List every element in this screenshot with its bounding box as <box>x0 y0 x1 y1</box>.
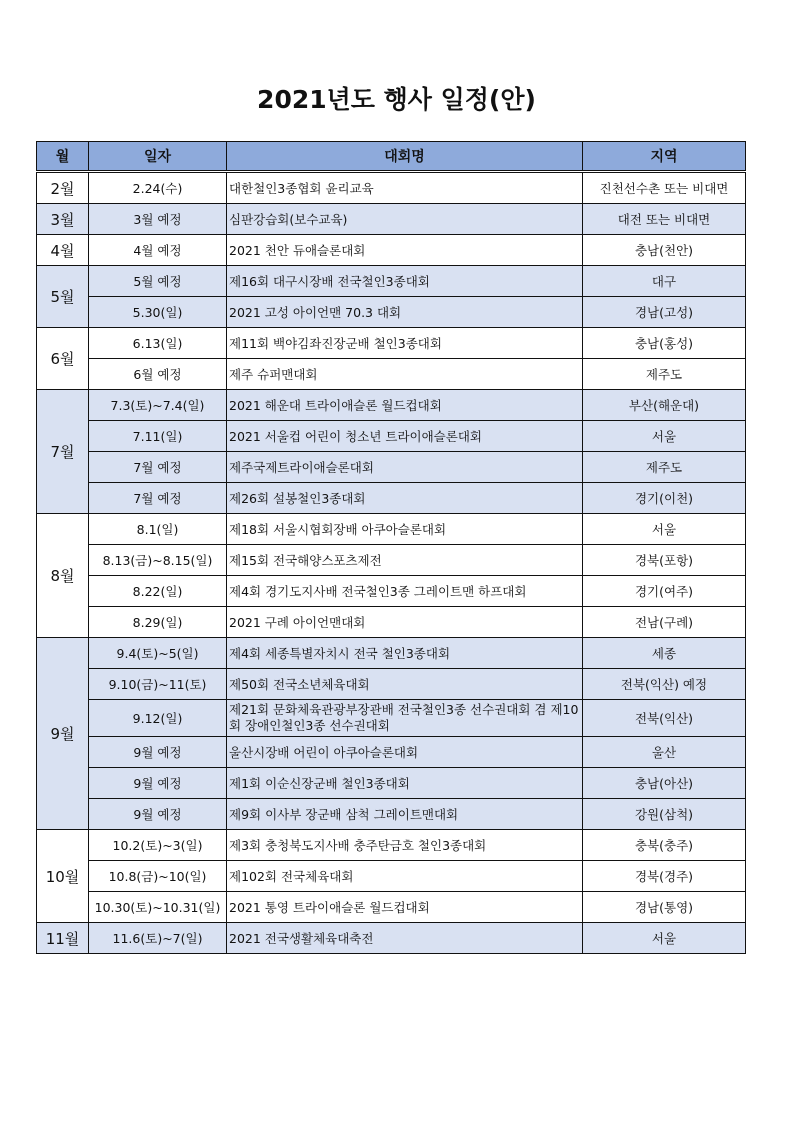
date-cell: 10.30(토)~10.31(일) <box>89 892 227 923</box>
event-name-cell: 제21회 문화체육관광부장관배 전국철인3종 선수권대회 겸 제10회 장애인철인3종 선수권대회 <box>227 700 583 737</box>
month-cell: 10월 <box>37 830 89 923</box>
date-cell: 6.13(일) <box>89 328 227 359</box>
event-name-cell: 제102회 전국체육대회 <box>227 861 583 892</box>
table-row <box>37 452 746 483</box>
event-name-cell: 제3회 충청북도지사배 충주탄금호 철인3종대회 <box>227 830 583 861</box>
region-cell: 서울 <box>583 421 746 452</box>
event-name-cell: 제9회 이사부 장군배 삼척 그레이트맨대회 <box>227 799 583 830</box>
table-row <box>37 235 746 266</box>
date-cell: 7월 예정 <box>89 452 227 483</box>
table-row <box>37 607 746 638</box>
header-month: 월 <box>37 142 89 172</box>
region-cell: 충남(천안) <box>583 235 746 266</box>
date-cell: 9월 예정 <box>89 799 227 830</box>
table-row <box>37 545 746 576</box>
table-row <box>37 669 746 700</box>
table-row <box>37 172 746 204</box>
date-cell: 4월 예정 <box>89 235 227 266</box>
region-cell: 서울 <box>583 923 746 954</box>
event-name-cell: 울산시장배 어린이 아쿠아슬론대회 <box>227 737 583 768</box>
table-row <box>37 830 746 861</box>
event-name-cell: 심판강습회(보수교육) <box>227 204 583 235</box>
schedule-table <box>36 141 746 954</box>
table-row <box>37 923 746 954</box>
date-cell: 10.8(금)~10(일) <box>89 861 227 892</box>
event-name-cell: 2021 서울컵 어린이 청소년 트라이애슬론대회 <box>227 421 583 452</box>
event-name-cell: 2021 고성 아이언맨 70.3 대회 <box>227 297 583 328</box>
date-cell: 9.12(일) <box>89 700 227 737</box>
date-cell: 9월 예정 <box>89 768 227 799</box>
event-name-cell: 2021 해운대 트라이애슬론 월드컵대회 <box>227 390 583 421</box>
table-header-row <box>37 142 746 172</box>
date-cell: 8.13(금)~8.15(일) <box>89 545 227 576</box>
region-cell: 경남(통영) <box>583 892 746 923</box>
event-name-cell: 제26회 설봉철인3종대회 <box>227 483 583 514</box>
date-cell: 10.2(토)~3(일) <box>89 830 227 861</box>
event-name-cell: 제18회 서울시협회장배 아쿠아슬론대회 <box>227 514 583 545</box>
event-name-cell: 2021 통영 트라이애슬론 월드컵대회 <box>227 892 583 923</box>
region-cell: 제주도 <box>583 452 746 483</box>
event-name-cell: 2021 구례 아이언맨대회 <box>227 607 583 638</box>
table-row <box>37 892 746 923</box>
date-cell: 2.24(수) <box>89 172 227 204</box>
date-cell: 9.4(토)~5(일) <box>89 638 227 669</box>
region-cell: 경북(포항) <box>583 545 746 576</box>
date-cell: 9.10(금)~11(토) <box>89 669 227 700</box>
table-row <box>37 768 746 799</box>
date-cell: 6월 예정 <box>89 359 227 390</box>
table-row <box>37 799 746 830</box>
region-cell: 경기(여주) <box>583 576 746 607</box>
table-row <box>37 359 746 390</box>
date-cell: 3월 예정 <box>89 204 227 235</box>
region-cell: 부산(해운대) <box>583 390 746 421</box>
table-row <box>37 390 746 421</box>
date-cell: 9월 예정 <box>89 737 227 768</box>
region-cell: 강원(삼척) <box>583 799 746 830</box>
date-cell: 7.3(토)~7.4(일) <box>89 390 227 421</box>
region-cell: 제주도 <box>583 359 746 390</box>
event-name-cell: 대한철인3종협회 윤리교육 <box>227 172 583 204</box>
region-cell: 대전 또는 비대면 <box>583 204 746 235</box>
table-row <box>37 297 746 328</box>
region-cell: 전북(익산) <box>583 700 746 737</box>
region-cell: 전북(익산) 예정 <box>583 669 746 700</box>
table-row <box>37 514 746 545</box>
table-row <box>37 700 746 737</box>
table-row <box>37 483 746 514</box>
table-row <box>37 266 746 297</box>
schedule-body <box>37 172 746 954</box>
event-name-cell: 2021 천안 듀애슬론대회 <box>227 235 583 266</box>
region-cell: 진천선수촌 또는 비대면 <box>583 172 746 204</box>
event-name-cell: 제4회 경기도지사배 전국철인3종 그레이트맨 하프대회 <box>227 576 583 607</box>
region-cell: 충남(아산) <box>583 768 746 799</box>
header-date: 일자 <box>89 142 227 172</box>
date-cell: 7.11(일) <box>89 421 227 452</box>
region-cell: 충북(충주) <box>583 830 746 861</box>
region-cell: 서울 <box>583 514 746 545</box>
month-cell: 9월 <box>37 638 89 830</box>
header-event-name: 대회명 <box>227 142 583 172</box>
page-title: 2021년도 행사 일정(안) <box>257 85 536 114</box>
month-cell: 2월 <box>37 172 89 204</box>
region-cell: 충남(홍성) <box>583 328 746 359</box>
date-cell: 8.1(일) <box>89 514 227 545</box>
region-cell: 전남(구례) <box>583 607 746 638</box>
event-name-cell: 제주 슈퍼맨대회 <box>227 359 583 390</box>
event-name-cell: 2021 전국생활체육대축전 <box>227 923 583 954</box>
table-row <box>37 861 746 892</box>
month-cell: 8월 <box>37 514 89 638</box>
table-row <box>37 576 746 607</box>
event-name-cell: 제11회 백야김좌진장군배 철인3종대회 <box>227 328 583 359</box>
month-cell: 7월 <box>37 390 89 514</box>
table-row <box>37 421 746 452</box>
date-cell: 8.29(일) <box>89 607 227 638</box>
event-name-cell: 제4회 세종특별자치시 전국 철인3종대회 <box>227 638 583 669</box>
table-row <box>37 328 746 359</box>
region-cell: 세종 <box>583 638 746 669</box>
event-name-cell: 제16회 대구시장배 전국철인3종대회 <box>227 266 583 297</box>
date-cell: 7월 예정 <box>89 483 227 514</box>
event-name-cell: 제50회 전국소년체육대회 <box>227 669 583 700</box>
region-cell: 경기(이천) <box>583 483 746 514</box>
table-row <box>37 204 746 235</box>
month-cell: 11월 <box>37 923 89 954</box>
event-name-cell: 제주국제트라이애슬론대회 <box>227 452 583 483</box>
date-cell: 11.6(토)~7(일) <box>89 923 227 954</box>
month-cell: 4월 <box>37 235 89 266</box>
date-cell: 5.30(일) <box>89 297 227 328</box>
month-cell: 6월 <box>37 328 89 390</box>
header-region: 지역 <box>583 142 746 172</box>
region-cell: 대구 <box>583 266 746 297</box>
date-cell: 8.22(일) <box>89 576 227 607</box>
table-row <box>37 737 746 768</box>
month-cell: 5월 <box>37 266 89 328</box>
event-name-cell: 제15회 전국해양스포츠제전 <box>227 545 583 576</box>
table-row <box>37 638 746 669</box>
region-cell: 경남(고성) <box>583 297 746 328</box>
region-cell: 경북(경주) <box>583 861 746 892</box>
date-cell: 5월 예정 <box>89 266 227 297</box>
region-cell: 울산 <box>583 737 746 768</box>
event-name-cell: 제1회 이순신장군배 철인3종대회 <box>227 768 583 799</box>
month-cell: 3월 <box>37 204 89 235</box>
